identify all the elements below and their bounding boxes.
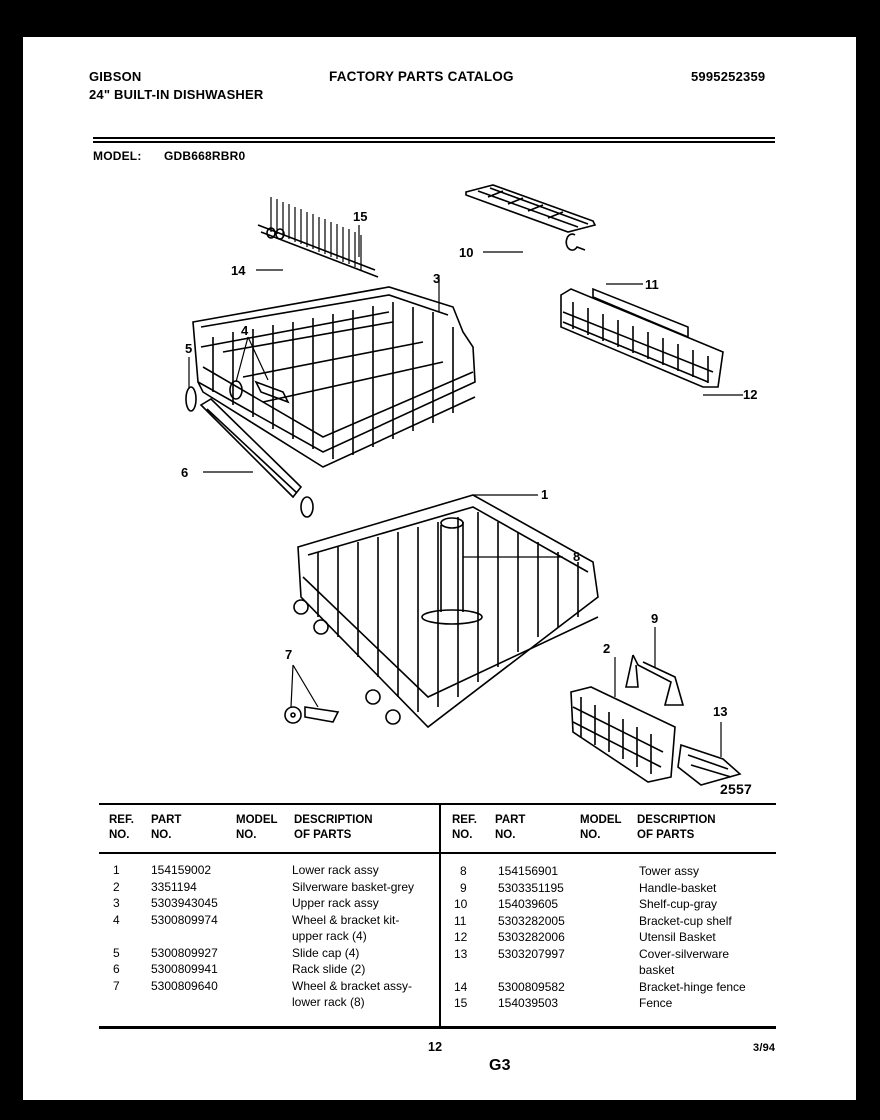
catalog-title: FACTORY PARTS CATALOG [329,69,514,84]
table-top-rule [99,803,776,805]
col-header-part-right: PART NO. [495,814,526,841]
callout-13: 13 [713,704,728,719]
callout-10: 10 [459,245,474,260]
cup-shelf-part [466,185,595,232]
table-bottom-rule [99,1026,776,1029]
parts-table: REF. NO. PART NO. MODEL NO. DESCRIPTION OF PARTS REF. NO. PART NO. MODEL NO. DESCRIPTION OF PARTS 1 154159002 Lower rack assy 2 3351194 Silverware basket-grey 3 5303943045 Upper rack assy 4 5300809974 Wheel & bracket kit- upper rack (4) 5 5300809927 Slide cap (4) 6 5300809941 Rack slide (2) 7 5300809640 Wheel & bracket assy- lower rack (8) 8 154156901 Tower assy 9 5303351195 Handle-basket 10 154039605 Shelf-cup-gray 11 5303282005 Bracket-cup shelf 12 5303282006 Utensil Basket 13 5303207997 Cover-silverware basket 14 5300809582 Bracket-hinge fence 15 154039503 Fence [99,803,776,1028]
model-value: GDB668RBR0 [164,149,246,163]
model-label: MODEL: [93,149,142,163]
catalog-page [23,37,856,1100]
silverware-basket-part [571,687,675,782]
callout-5: 5 [185,341,193,356]
col-header-ref-right: REF. NO. [452,814,477,841]
callout-4: 4 [241,323,249,338]
revision-date: 3/94 [753,1042,776,1054]
product-name: 24" BUILT-IN DISHWASHER [89,87,264,102]
col-header-model: MODEL NO. [236,814,278,841]
callout-14: 14 [231,263,246,278]
callout-6: 6 [181,465,189,480]
table-center-divider [439,803,441,1028]
col-header-model-right: MODEL NO. [580,814,622,841]
page-number: 12 [428,1040,443,1054]
col-header-ref: REF. NO. [109,814,134,841]
exploded-parts-diagram [143,177,783,797]
col-header-description: DESCRIPTION OF PARTS [294,814,373,841]
callout-8: 8 [573,549,581,564]
brand-name: GIBSON [89,69,142,84]
header-rule-top [93,137,775,139]
section-code: G3 [489,1057,511,1074]
utensil-basket-part [561,289,723,387]
callout-2: 2 [603,641,611,656]
tower-part [422,518,482,624]
rack-slide-part [201,399,301,497]
header-rule-bottom [93,141,775,143]
callout-3: 3 [433,271,441,286]
callout-11: 11 [645,277,659,292]
callout-9: 9 [651,611,659,626]
callout-15: 15 [353,209,368,224]
callout-1: 1 [541,487,549,502]
figure-number: 2557 [720,781,752,797]
lower-rack-part [294,495,598,727]
col-header-description-right: DESCRIPTION OF PARTS [637,814,716,841]
col-header-part: PART NO. [151,814,182,841]
callout-7: 7 [285,647,293,662]
catalog-number: 5995252359 [691,69,766,84]
callout-12: 12 [743,387,758,402]
table-header-rule [99,852,776,854]
